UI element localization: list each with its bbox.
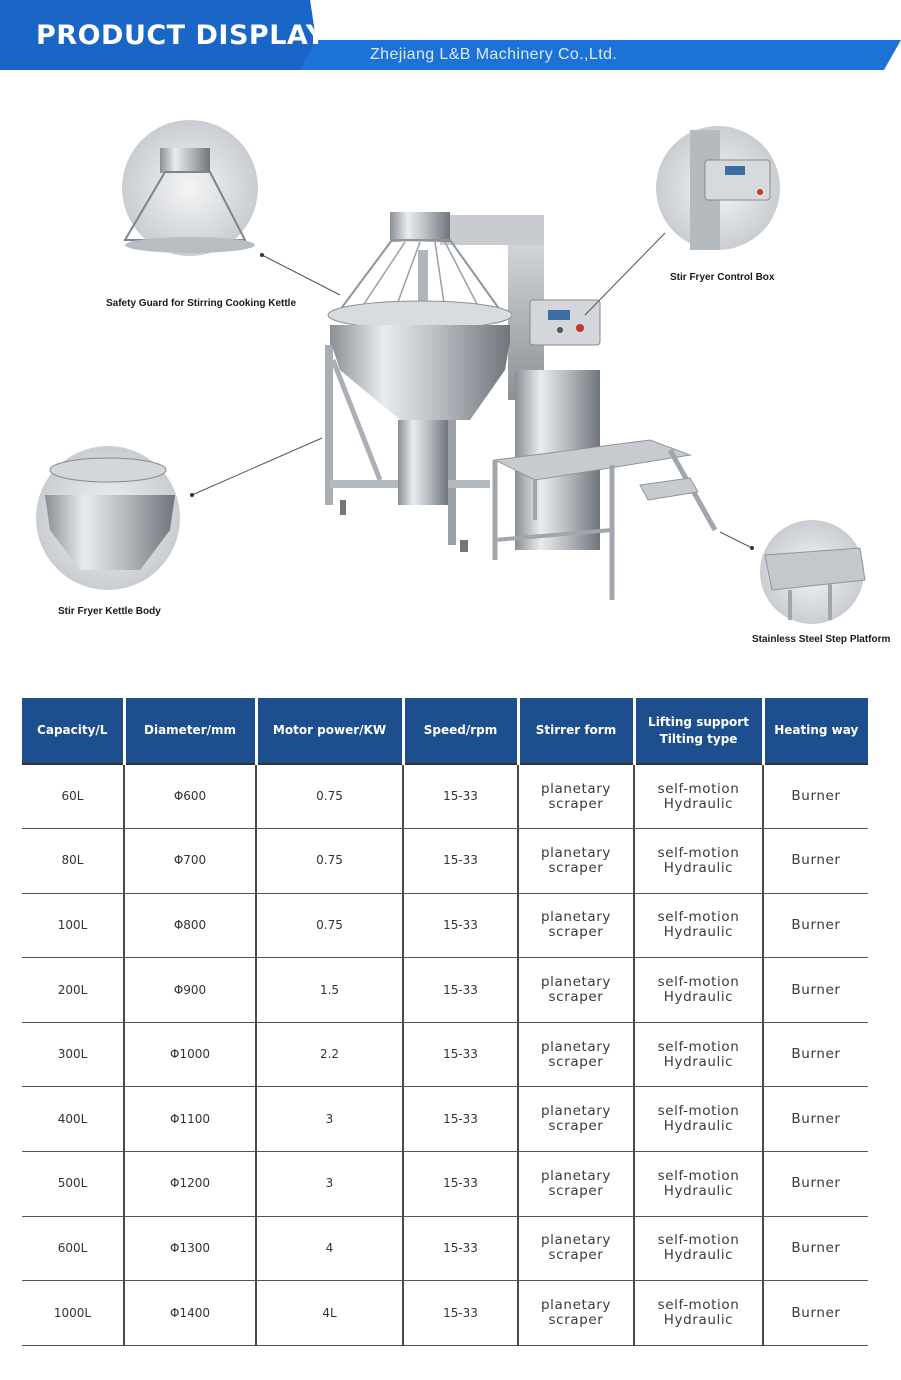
cell-capacity: 600L bbox=[22, 1216, 124, 1281]
callout-label-kettle-body: Stir Fryer Kettle Body bbox=[58, 606, 161, 617]
lift-line-1: self-motion bbox=[657, 1232, 740, 1249]
cell-heating-way: Burner bbox=[763, 1281, 868, 1346]
table-row bbox=[22, 764, 868, 829]
cell-motor-power: 4L bbox=[256, 1281, 403, 1346]
cell-lifting-support bbox=[634, 1022, 763, 1087]
lift-line-2: Hydraulic bbox=[663, 859, 734, 876]
lift-line-2: Hydraulic bbox=[663, 1312, 734, 1329]
stirrer-line-1: planetary bbox=[541, 909, 611, 926]
header-lifting-support: Lifting support Tilting type bbox=[634, 698, 763, 764]
cell-lifting-support bbox=[634, 893, 763, 958]
cell-motor-power: 0.75 bbox=[256, 764, 403, 829]
table-row bbox=[22, 958, 868, 1023]
cell-diameter: Φ1200 bbox=[124, 1152, 256, 1217]
cell-diameter: Φ700 bbox=[124, 829, 256, 894]
cell-capacity: 1000L bbox=[22, 1281, 124, 1346]
cell-lifting-support bbox=[634, 1152, 763, 1217]
table-row bbox=[22, 1216, 868, 1281]
lift-line-2: Hydraulic bbox=[663, 1053, 734, 1070]
cell-motor-power: 4 bbox=[256, 1216, 403, 1281]
cell-diameter: Φ1400 bbox=[124, 1281, 256, 1346]
lift-line-1: self-motion bbox=[657, 974, 740, 991]
lift-line-2: Hydraulic bbox=[663, 795, 734, 812]
cell-stirrer-form bbox=[518, 958, 634, 1023]
cell-motor-power: 3 bbox=[256, 1087, 403, 1152]
stirrer-line-2: scraper bbox=[548, 1118, 604, 1135]
stirrer-line-2: scraper bbox=[548, 1312, 604, 1329]
table-row bbox=[22, 1281, 868, 1346]
table-row bbox=[22, 1087, 868, 1152]
stirrer-line-1: planetary bbox=[541, 1038, 611, 1055]
callout-label-safety-guard: Safety Guard for Stirring Cooking Kettle bbox=[106, 298, 297, 309]
header-heating-way: Heating way bbox=[763, 698, 868, 764]
cell-speed: 15-33 bbox=[403, 829, 518, 894]
cell-lifting-support bbox=[634, 958, 763, 1023]
cell-diameter: Φ1000 bbox=[124, 1022, 256, 1087]
cell-diameter: Φ1100 bbox=[124, 1087, 256, 1152]
header-stirrer-form: Stirrer form bbox=[518, 698, 634, 764]
callout-label-step-platform: Stainless Steel Step Platform bbox=[752, 634, 891, 645]
cell-capacity: 300L bbox=[22, 1022, 124, 1087]
cell-stirrer-form bbox=[518, 764, 634, 829]
cell-diameter: Φ600 bbox=[124, 764, 256, 829]
lift-line-2: Hydraulic bbox=[663, 1247, 734, 1264]
cell-capacity: 200L bbox=[22, 958, 124, 1023]
cell-capacity: 60L bbox=[22, 764, 124, 829]
cell-diameter: Φ900 bbox=[124, 958, 256, 1023]
cell-motor-power: 0.75 bbox=[256, 893, 403, 958]
cell-lifting-support bbox=[634, 764, 763, 829]
stirrer-line-1: planetary bbox=[541, 1297, 611, 1314]
lift-line-1: self-motion bbox=[657, 844, 740, 861]
cell-heating-way: Burner bbox=[763, 1087, 868, 1152]
header-banner bbox=[0, 0, 901, 80]
cell-heating-way: Burner bbox=[763, 1022, 868, 1087]
stirrer-line-2: scraper bbox=[548, 795, 604, 812]
lift-line-1: self-motion bbox=[657, 1038, 740, 1055]
cell-speed: 15-33 bbox=[403, 1216, 518, 1281]
cell-heating-way: Burner bbox=[763, 893, 868, 958]
lift-line-2: Hydraulic bbox=[663, 1118, 734, 1135]
stirrer-line-1: planetary bbox=[541, 780, 611, 797]
spec-table bbox=[22, 698, 868, 1346]
cell-capacity: 80L bbox=[22, 829, 124, 894]
cell-motor-power: 1.5 bbox=[256, 958, 403, 1023]
table-row bbox=[22, 829, 868, 894]
stirrer-line-2: scraper bbox=[548, 1182, 604, 1199]
cell-lifting-support bbox=[634, 1087, 763, 1152]
table-row bbox=[22, 1152, 868, 1217]
stirrer-line-2: scraper bbox=[548, 1247, 604, 1264]
cell-motor-power: 3 bbox=[256, 1152, 403, 1217]
lift-line-1: self-motion bbox=[657, 1103, 740, 1120]
cell-stirrer-form bbox=[518, 893, 634, 958]
stirrer-line-2: scraper bbox=[548, 859, 604, 876]
lift-line-2: Hydraulic bbox=[663, 989, 734, 1006]
cell-diameter: Φ1300 bbox=[124, 1216, 256, 1281]
cell-speed: 15-33 bbox=[403, 893, 518, 958]
callout-safety-guard bbox=[122, 120, 340, 295]
cell-heating-way: Burner bbox=[763, 958, 868, 1023]
stirrer-line-1: planetary bbox=[541, 1103, 611, 1120]
cell-capacity: 100L bbox=[22, 893, 124, 958]
header-motor-power: Motor power/KW bbox=[256, 698, 403, 764]
callout-step-platform bbox=[720, 520, 865, 624]
stirrer-line-2: scraper bbox=[548, 924, 604, 941]
cell-motor-power: 0.75 bbox=[256, 829, 403, 894]
lift-line-2: Hydraulic bbox=[663, 1182, 734, 1199]
stirrer-line-1: planetary bbox=[541, 1167, 611, 1184]
cell-capacity: 400L bbox=[22, 1087, 124, 1152]
cell-speed: 15-33 bbox=[403, 958, 518, 1023]
cell-speed: 15-33 bbox=[403, 764, 518, 829]
lift-line-1: self-motion bbox=[657, 909, 740, 926]
table-row bbox=[22, 1022, 868, 1087]
cell-stirrer-form bbox=[518, 1216, 634, 1281]
cell-stirrer-form bbox=[518, 1152, 634, 1217]
table-row bbox=[22, 893, 868, 958]
cell-stirrer-form bbox=[518, 1022, 634, 1087]
lift-line-2: Hydraulic bbox=[663, 924, 734, 941]
stirrer-line-2: scraper bbox=[548, 989, 604, 1006]
cell-stirrer-form bbox=[518, 1281, 634, 1346]
cell-heating-way: Burner bbox=[763, 829, 868, 894]
cell-capacity: 500L bbox=[22, 1152, 124, 1217]
header-capacity: Capacity/L bbox=[22, 698, 124, 764]
company-name: Zhejiang L&B Machinery Co.,Ltd. bbox=[370, 46, 618, 63]
stirrer-line-1: planetary bbox=[541, 974, 611, 991]
cell-speed: 15-33 bbox=[403, 1087, 518, 1152]
stirrer-line-1: planetary bbox=[541, 844, 611, 861]
header-speed: Speed/rpm bbox=[403, 698, 518, 764]
cell-stirrer-form bbox=[518, 829, 634, 894]
cell-diameter: Φ800 bbox=[124, 893, 256, 958]
cell-heating-way: Burner bbox=[763, 1216, 868, 1281]
table-body bbox=[22, 764, 868, 1345]
cell-lifting-support bbox=[634, 1281, 763, 1346]
cell-heating-way: Burner bbox=[763, 764, 868, 829]
stirrer-line-2: scraper bbox=[548, 1053, 604, 1070]
stir-fryer-machine-drawing bbox=[0, 100, 901, 670]
table-header-row bbox=[22, 698, 868, 764]
cell-speed: 15-33 bbox=[403, 1281, 518, 1346]
cell-motor-power: 2.2 bbox=[256, 1022, 403, 1087]
callout-label-control-box: Stir Fryer Control Box bbox=[670, 272, 775, 283]
header-diameter: Diameter/mm bbox=[124, 698, 256, 764]
kettle-body bbox=[328, 301, 512, 505]
product-illustration bbox=[0, 100, 901, 670]
callout-control-box bbox=[585, 126, 780, 315]
stirrer-line-1: planetary bbox=[541, 1232, 611, 1249]
lift-line-1: self-motion bbox=[657, 1167, 740, 1184]
cell-stirrer-form bbox=[518, 1087, 634, 1152]
cell-speed: 15-33 bbox=[403, 1152, 518, 1217]
cell-lifting-support bbox=[634, 1216, 763, 1281]
cell-heating-way: Burner bbox=[763, 1152, 868, 1217]
lift-line-1: self-motion bbox=[657, 1297, 740, 1314]
page-title: PRODUCT DISPLAY bbox=[36, 20, 326, 51]
cell-speed: 15-33 bbox=[403, 1022, 518, 1087]
cell-lifting-support bbox=[634, 829, 763, 894]
lift-line-1: self-motion bbox=[657, 780, 740, 797]
callout-kettle-body bbox=[36, 438, 322, 590]
